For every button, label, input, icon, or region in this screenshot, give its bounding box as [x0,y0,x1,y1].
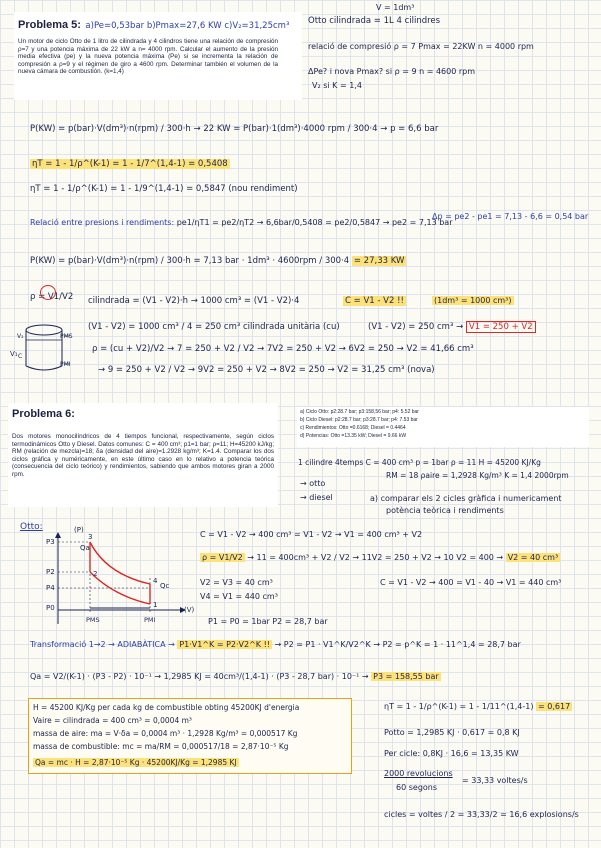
diagram-p2-label: P2 [46,568,55,576]
p6-task-a2: potència teòrica i rendiments [386,506,504,515]
problem5-title: Problema 5: [18,19,81,31]
p5-pressure-ratio: Relació entre presions i rendiments: pe1/ηT1 = pe2/ηT2 → 6,6bar/0,5408 = pe2/0,5847 → pe2 = 7,13 bar [30,218,453,227]
p6-v1: C = V1 - V2 → 400 = V1 - 40 → V1 = 440 cm³ [380,578,562,587]
p5-delta-pressure: Δp = pe2 - pe1 = 7,13 - 6,6 = 0,54 bar [432,212,589,221]
svg-text:2: 2 [93,570,98,578]
problem6-title: Problema 6: [12,408,75,420]
p5-note-volume: V = 1dm³ [376,3,415,12]
p6-rev-result: = 33,33 voltes/s [462,776,528,785]
svg-text:C: C [18,353,23,360]
p5-rho-def: ρ = V1/V2 [30,292,74,302]
answer-d: d) Potencias: Otto =13.35 kW; Diesel = 9.66 kW [300,433,407,439]
svg-text:V₁: V₁ [10,350,18,358]
p6-efficiency: ηT = 1 - 1/ρ^(K-1) = 1 - 1/11^(1,4-1) = 0,617 [384,702,571,711]
p5-unit-displacement: (V1 - V2) = 1000 cm³ / 4 = 250 cm³ cilindrada unitària (cu) [88,322,340,332]
p6-rev-den: 60 segons [396,783,438,792]
problem6-statement: Dos motores monocilíndricos de 4 tiempos funcional, respectivamente, según ciclos termodinámicos Otto y Diesel. Datos comunes: C = 400 cm³; p1=1 bar; ρ=11; H=45200 kJ/kg; RM (relación de mezcla)=18; δa (densidad del aire)=1.2928 kg/m³; K=1.4. Comparar los dos ciclos gráfica y numéricamente, en este último caso en lo relativo a potencia teórica (consecuencia del ciclo teórico) y rendimientos, sabiendo que ambos motores giran a 2000 rpm. [12,433,274,478]
p5-power-formula: P(KW) = p(bar)·V(dm³)·n(rpm) / 300·h → 22 KW = P(bar)·1(dm³)·4000 rpm / 300·4 → p = 6,6 bar [30,124,439,134]
p6-data-1: 1 cilindre 4temps C = 400 cm³ p = 1bar ρ = 11 H = 45200 KJ/Kg [298,458,541,467]
p6-task-a: a) comparar els 2 cicles gràfica i numericament [370,494,562,503]
heat-box-mc: massa de combustible: mc = ma/RM = 0,000517/18 = 2,87·10⁻⁵ Kg [33,742,289,751]
p5-efficiency-2: ηT = 1 - 1/ρ^(K-1) = 1 - 1/9^(1,4-1) = 0,5847 (nou rendiment) [30,184,298,194]
p6-work: Potto = 1,2985 KJ · 0,617 = 0,8 KJ [384,728,520,737]
diagram-p-label: (P) [74,526,84,534]
problem6-panel [8,403,278,507]
answer-c: c) Rendimientos: Otto =0.6168; Diesel = 0.4464 [300,425,406,431]
diagram-p0-label: P0 [46,604,55,612]
p5-unit-conversion: (1dm³ = 1000 cm³) [434,296,512,305]
heat-box-qa: Qa = mc · H = 2,87·10⁻⁵ Kg · 45200KJ/Kg = 1,2985 KJ [35,758,237,767]
diagram-pms-label: PMS [86,616,100,624]
p5-efficiency-1: ηT = 1 - 1/ρ^(K-1) = 1 - 1/7^(1,4-1) = 0,5408 [32,159,228,169]
p6-power: Per cicle: 0,8KJ · 16,6 = 13,35 KW [384,749,519,758]
p5-note-v2: V₂ si K = 1,4 [312,81,362,90]
svg-text:3: 3 [88,533,93,541]
p5-note-engine: Otto cilindrada = 1L 4 cilindres [308,16,441,26]
p5-note-compression: relació de compresió ρ = 7 Pmax = 22KW n = 4000 rpm [308,42,534,51]
diagram-p4-label: P4 [46,584,55,592]
p6-v4: V4 = V1 = 440 cm³ [200,592,278,601]
p5-new-power: P(KW) = p(bar)·V(dm³)·n(rpm) / 300·h = 7,13 bar · 1dm³ · 4600rpm / 300·4 = 27,33 KW [30,256,405,266]
diagram-p3-label: P3 [46,538,55,546]
p5-v1v2: (V1 - V2) = 250 cm³ → V1 = 250 + V2 [368,322,536,332]
p6-displacement: C = V1 - V2 → 400 cm³ = V1 - V2 → V1 = 400 cm³ + V2 [200,530,423,539]
p6-rev-num: 2000 revolucions [384,769,453,778]
p6-transformation: Transformació 1→2 → ADIABÀTICA → P1·V1^K = P2·V2^K !! → P2 = P1 · V1^K/V2^K → P2 = p^K = 1 · 11^1,4 = 28,7 bar [30,640,521,649]
p5-note-question: ΔPe? i nova Pmax? si ρ = 9 n = 4600 rpm [308,67,476,76]
p6-otto: → otto [300,479,326,488]
p6-heat-added: Qa = V2/(K-1) · (P3 - P2) · 10⁻¹ → 1,2985 KJ = 40cm³/(1,4-1) · (P3 - 28,7 bar) · 10⁻¹ → P3 = 158,55 bar [30,672,439,681]
rho-circle [40,285,56,300]
p6-cycles: cicles = voltes / 2 = 33,33/2 = 16,6 explosions/s [384,810,579,819]
diagram-qa-label: Qa [80,544,90,552]
p6-diesel: → diesel [300,493,333,502]
otto-label: Otto: [20,522,43,532]
p6-v3: V2 = V3 = 40 cm³ [200,578,273,587]
svg-text:1: 1 [153,601,158,609]
answer-b: b) Ciclo Diesel: p2:28.7 bar; p3:28.7 bar; p4: 7.53 bar [300,417,418,423]
cyl-pms: PMS [60,333,73,340]
problem5-panel [14,12,302,100]
cylinder-sketch [8,318,86,378]
diagram-pmi-label: PMI [144,616,156,624]
heat-calc-box [28,698,352,774]
diagram-qc-label: Qc [160,582,170,590]
p5-rho-cu: ρ = (cu + V2)/V2 → 7 = 250 + V2 / V2 → 7V2 = 250 + V2 → 6V2 = 250 → V2 = 41,66 cm³ [92,344,474,354]
svg-text:4: 4 [153,577,158,585]
p6-ratio: ρ = V1/V2 → 11 = 400cm³ + V2 / V2 → 11V2 = 250 + V2 → 10 V2 = 400 → V2 = 40 cm³ [202,553,559,562]
p6-data-2: RM = 18 ρaire = 1,2928 Kg/m³ K = 1,4 2000rpm [386,471,569,480]
svg-text:V₂: V₂ [17,333,24,340]
heat-box-vaire: Vaire = cilindrada = 400 cm³ = 0,0004 m³ [33,716,192,725]
p6-pressures: P1 = P0 = 1bar P2 = 28,7 bar [208,617,328,626]
diagram-v-label: (V) [184,606,195,614]
heat-box-ma: massa de aire: ma = V·δa = 0,0004 m³ · 1,2928 Kg/m³ = 0,000517 Kg [33,729,298,738]
problem5-answers: a)Pe=0,53bar b)Pmax=27,6 KW c)V₂=31,25cm³ [85,21,290,31]
heat-box-h: H = 45200 KJ/Kg per cada kg de combustible obting 45200KJ d'energia [33,703,300,712]
p5-displacement: cilindrada = (V1 - V2)·h → 1000 cm³ = (V1 - V2)·4 [88,296,300,306]
answer-a: a) Ciclo Otto: p2:28.7 bar; p3:158,56 bar; p4: 5.52 bar [300,409,419,415]
problem5-statement: Un motor de ciclo Otto de 1 litro de cilindrada y 4 cilindros tiene una relación de compresión ρ=7 y una potencia máxima de 22 kW a n= 4000 rpm. Calcular el aumento de la presión media efectiva (pe) y la nueva potencia máxima (Pe) si se incrementa la relación de compresión a ρ=9 y el régimen de giro a 4600 rpm. Determinar también el volumen de la nueva cámara de combustión. (k=1,4) [18,38,278,76]
p5-rho-new: → 9 = 250 + V2 / V2 → 9V2 = 250 + V2 → 8V2 = 250 → V2 = 31,25 cm³ (nova) [98,365,435,375]
cyl-pmi: PMI [60,361,71,368]
p5-displacement-note: C = V1 - V2 !! [345,296,404,306]
problem6-answers [297,407,589,447]
